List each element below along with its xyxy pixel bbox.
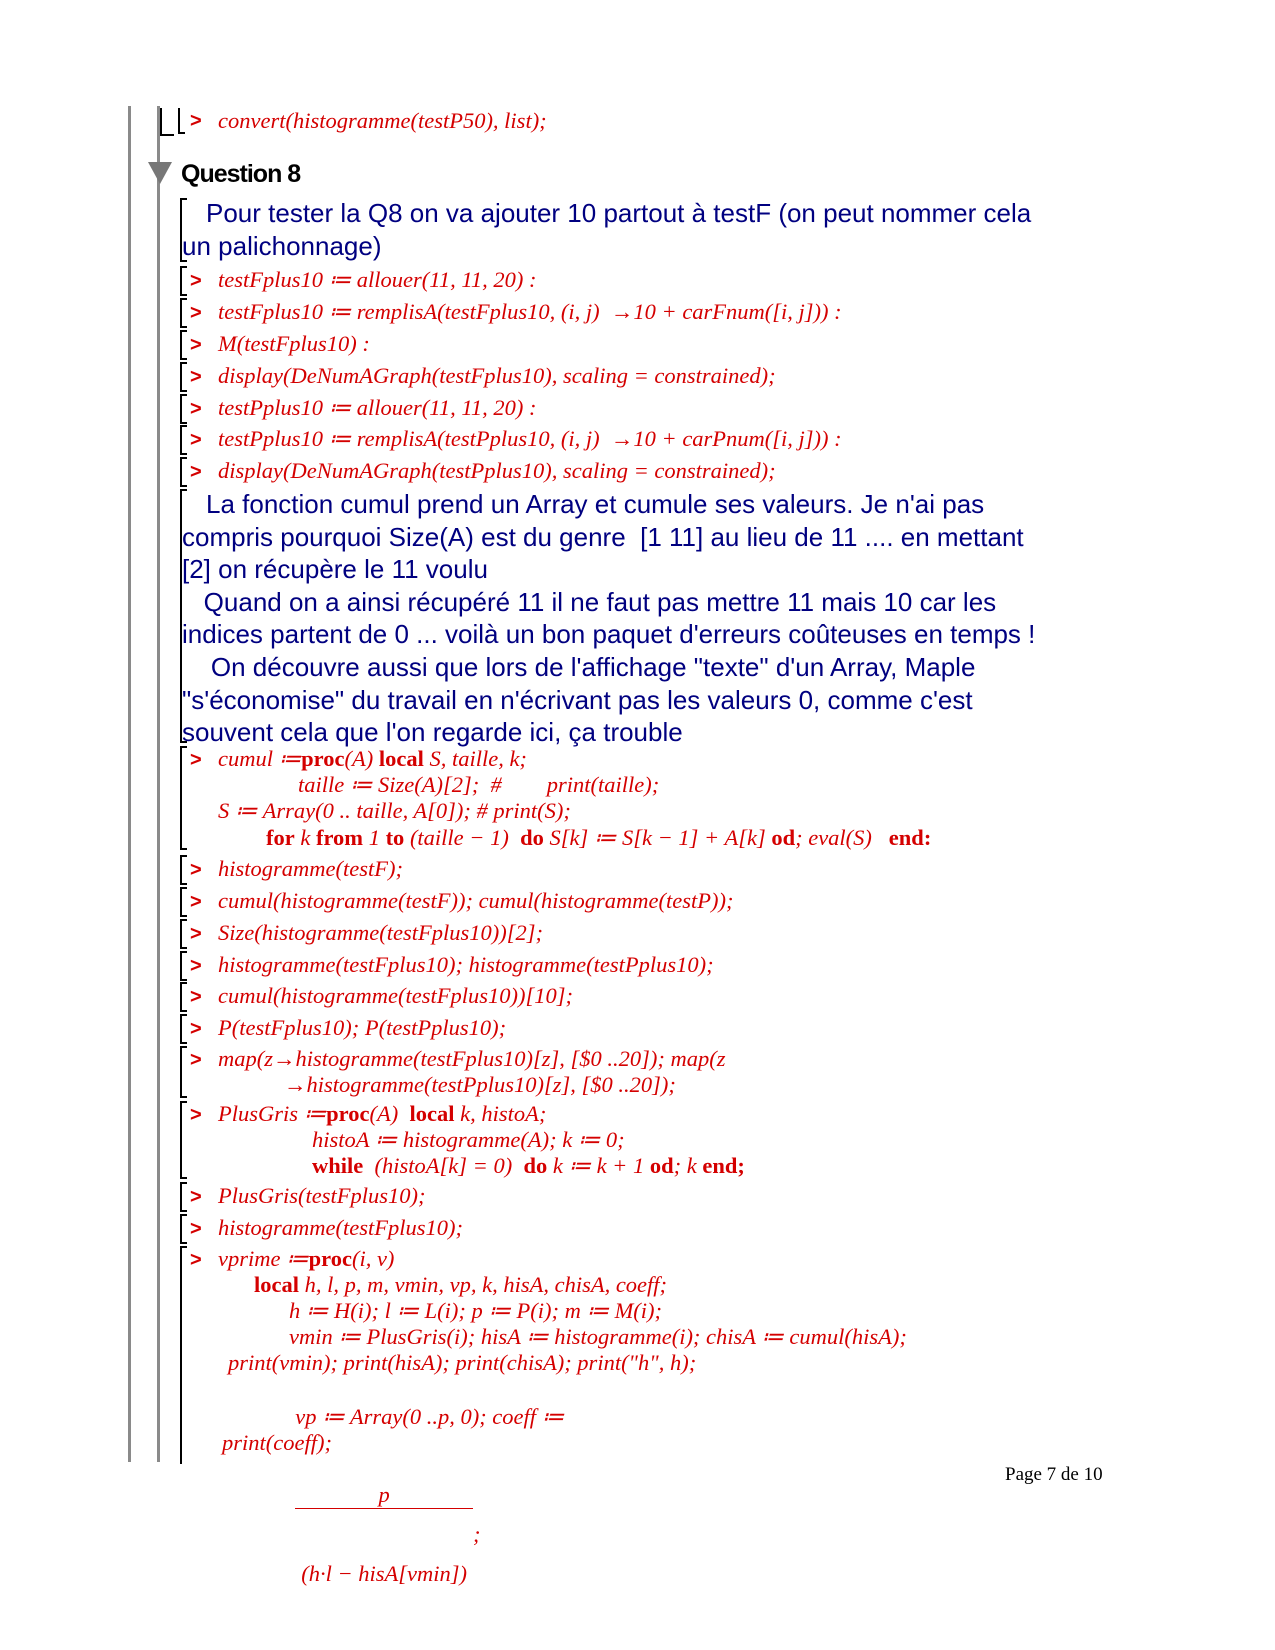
code-line[interactable]: vmin ≔ PlusGris(i); hisA ≔ histogramme(i); chisA ≔ cumul(hisA); [289,1324,907,1349]
prompt-icon: > [190,923,202,945]
code-line[interactable]: map(z→histogramme(testFplus10)[z], [$0 ..20]); map(z [218,1046,726,1071]
code-token: (histoA[k] = 0) [363,1153,524,1178]
code-token: k, histoA; [454,1101,547,1126]
prompt-icon: > [190,1104,202,1126]
input-bracket [180,746,187,850]
code-token: S, taille, k; [423,746,527,771]
code-line[interactable]: M(testFplus10) : [218,331,370,356]
prompt-icon: > [190,859,202,881]
prompt-icon: > [190,1218,202,1240]
input-bracket [180,1046,187,1098]
keyword-proc: proc [301,746,345,771]
code-line[interactable] [266,825,931,851]
code-line[interactable]: histoA ≔ histogramme(A); k ≔ 0; [312,1127,625,1152]
code-token: k [294,825,316,850]
code-token: 1 [363,825,386,850]
keyword-do: do [523,1153,548,1178]
input-bracket [180,330,187,360]
keyword-while: while [312,1153,364,1178]
keyword-local: local [254,1272,299,1297]
code-token: (i, v) [351,1246,395,1271]
prompt-icon: > [190,398,202,420]
input-bracket [180,1014,187,1044]
keyword-local: local [378,746,424,771]
prompt-icon: > [190,1018,202,1040]
prompt-icon: > [190,334,202,356]
keyword-do: do [520,825,544,850]
code-line[interactable] [312,1153,745,1179]
prompt-icon: > [190,986,202,1008]
section-heading: Question 8 [181,160,301,188]
input-bracket [180,457,187,487]
prompt-icon: > [190,1249,202,1271]
code-line[interactable]: testFplus10 ≔ allouer(11, 11, 20) : [218,267,537,292]
code-token: ; [473,1521,481,1547]
page-number: Page 7 de 10 [1005,1464,1103,1485]
section-collapse-triangle-icon[interactable] [148,162,172,184]
input-bracket [180,951,187,981]
text-paragraph[interactable]: Pour tester la Q8 on va ajouter 10 partout à testF (on peut nommer cela un palichonnage) [182,198,1032,261]
code-line[interactable]: P(testFplus10); P(testPplus10); [218,1015,507,1040]
input-bracket [180,298,187,328]
fraction-denominator: (h·l − hisA[vmin]) [301,1560,468,1586]
nested-bracket-icon [160,108,174,136]
keyword-proc: proc [308,1246,352,1271]
code-token: h, l, p, m, vmin, vp, k, hisA, chisA, coeff; [299,1272,668,1297]
fraction [295,1430,473,1639]
keyword-for: for [266,825,295,850]
input-bracket [180,1101,187,1179]
code-line[interactable]: histogramme(testF); [218,856,403,881]
input-bracket [180,266,187,296]
code-line[interactable]: S ≔ Array(0 .. taille, A[0]); # print(S); [218,798,571,823]
prompt-icon: > [190,461,202,483]
keyword-od: od [649,1153,674,1178]
code-line[interactable]: Size(histogramme(testFplus10))[2]; [218,920,543,945]
keyword-od: od [771,825,796,850]
code-line[interactable]: print(coeff); [222,1430,332,1455]
input-bracket [180,887,187,917]
fraction-numerator: p [295,1482,473,1509]
input-bracket [180,1182,187,1212]
keyword-local: local [409,1101,455,1126]
prompt-icon: > [190,110,202,132]
keyword-from: from [315,825,364,850]
code-line[interactable]: histogramme(testFplus10); histogramme(testPplus10); [218,952,714,977]
prompt-icon: > [190,955,202,977]
code-line[interactable]: testPplus10 ≔ remplisA(testPplus10, (i, j) →10 + carPnum([i, j])) : [218,426,842,451]
input-bracket [180,362,187,392]
prompt-icon: > [190,302,202,324]
code-token: k ≔ k + 1 [547,1153,650,1178]
code-token: ; [737,1153,745,1178]
input-bracket [180,425,187,455]
input-bracket [180,1246,187,1464]
code-token: ; k [673,1153,703,1178]
prompt-icon: > [190,891,202,913]
prompt-icon: > [190,749,202,771]
input-bracket [180,394,187,424]
text-paragraph[interactable]: La fonction cumul prend un Array et cumule ses valeurs. Je n'ai pas compris pourquoi Size(A) est du genre [1 11] au lieu de 11 .... en mettant [2] on récupère le 11 voulu Quand on a ainsi récupéré 11 il ne faut pas mettre 11 mais 10 car les indices partent de 0 ... voilà un bon paquet d'erreurs coûteuses en temps ! On découvre aussi que lors de l'affichage "texte" d'un Array, Maple "s'économise" du travail en n'écrivant pas les valeurs 0, comme c'est souvent cela que l'on regarde ici, ça trouble [182,489,1036,748]
code-line[interactable]: taille ≔ Size(A)[2]; # print(taille); [298,772,660,797]
prompt-icon: > [190,1186,202,1208]
code-token: S[k] ≔ S[k − 1] + A[k] [543,825,772,850]
code-line[interactable]: testPplus10 ≔ allouer(11, 11, 20) : [218,395,537,420]
code-token: vprime ≔ [218,1246,309,1271]
code-token: (taille − 1) [404,825,521,850]
code-token: PlusGris ≔ [218,1101,327,1126]
code-line[interactable]: cumul(histogramme(testFplus10))[10]; [218,983,573,1008]
input-bracket [180,982,187,1012]
code-line[interactable]: convert(histogramme(testP50), list); [218,108,547,133]
code-line[interactable]: histogramme(testFplus10); [218,1215,463,1240]
code-line[interactable]: →histogramme(testPplus10)[z], [$0 ..20]); [284,1072,676,1097]
input-bracket [180,919,187,949]
code-line[interactable] [218,1101,546,1127]
input-bracket [178,108,185,134]
code-token: ; eval(S) [795,825,889,850]
code-line[interactable] [254,1272,667,1298]
code-line[interactable]: print(vmin); print(hisA); print(chisA); print("h", h); [228,1350,697,1375]
code-token: cumul ≔ [218,746,302,771]
code-token: : [923,825,932,850]
prompt-icon: > [190,429,202,451]
code-line[interactable] [218,746,527,772]
keyword-proc: proc [326,1101,370,1126]
input-bracket [180,855,187,885]
code-token: (A) [344,746,379,771]
prompt-icon: > [190,1049,202,1071]
input-bracket [180,1214,187,1244]
code-token: vp ≔ Array(0 ..p, 0); coeff ≔ [295,1403,565,1429]
code-line[interactable]: cumul(histogramme(testF)); cumul(histogramme(testP)); [218,888,734,913]
code-line[interactable]: display(DeNumAGraph(testFplus10), scaling = constrained); [218,363,776,388]
prompt-icon: > [190,270,202,292]
code-line[interactable] [218,1246,394,1272]
keyword-end: end [702,1153,738,1178]
code-line[interactable]: PlusGris(testFplus10); [218,1183,426,1208]
code-line[interactable]: display(DeNumAGraph(testPplus10), scaling = constrained); [218,458,776,483]
code-line[interactable]: testFplus10 ≔ remplisA(testFplus10, (i, j) →10 + carFnum([i, j])) : [218,299,842,324]
code-line[interactable] [284,1376,564,1639]
code-line[interactable]: h ≔ H(i); l ≔ L(i); p ≔ P(i); m ≔ M(i); [289,1298,663,1323]
keyword-to: to [385,825,405,850]
code-token: (A) [369,1101,410,1126]
outline-bar-outer [128,106,131,1462]
prompt-icon: > [190,366,202,388]
keyword-end: end [888,825,924,850]
section-bar [157,186,160,1462]
